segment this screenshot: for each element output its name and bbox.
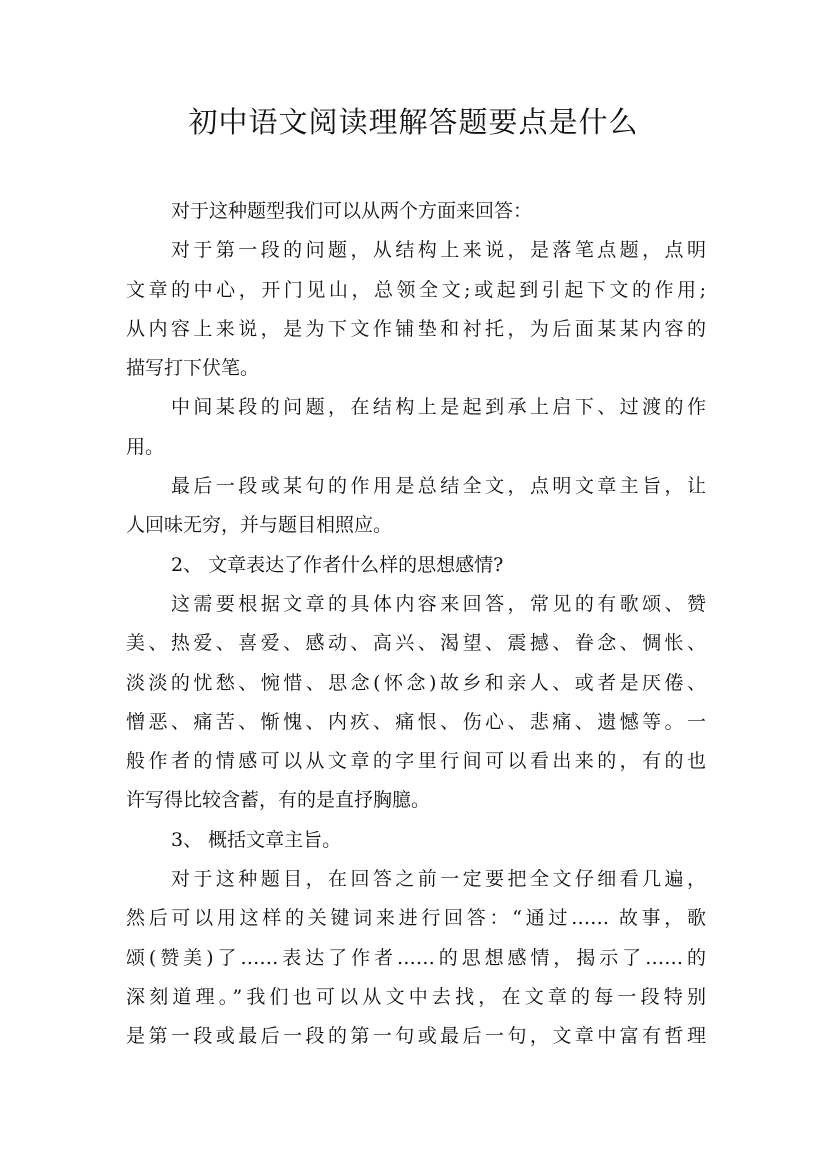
paragraph-line: 这需要根据文章的具体内容来回答，常见的有歌颂、赞 [171,592,706,615]
section-heading-2: 2、 文章表达了作者什么样的思想感情? [171,553,504,576]
paragraph-line: 对于这种题目，在回答之前一定要把全文仔细看几遍， [171,868,706,891]
paragraph-line: 从内容上来说，是为下文作铺垫和衬托，为后面某某内容的 [126,317,706,340]
paragraph-line: 颂(赞美)了……表达了作者……的思想感情，揭示了……的 [126,946,706,969]
paragraph-line: 人回味无穷，并与题目相照应。 [126,514,393,537]
paragraph-line: 憎恶、痛苦、惭愧、内疚、痛恨、伤心、悲痛、遗憾等。一 [126,710,706,733]
paragraph-line: 对于这种题型我们可以从两个方面来回答： [171,200,533,222]
paragraph-line: 然后可以用这样的关键词来进行回答：“通过…… 故事，歌 [126,907,706,930]
paragraph-line: 淡淡的忧愁、惋惜、思念(怀念)故乡和亲人、或者是厌倦、 [126,671,706,694]
document-body [126,192,706,1057]
section-heading-3: 3、 概括文章主旨。 [171,828,342,851]
paragraph-line: 对于第一段的问题，从结构上来说，是落笔点题，点明 [171,239,706,262]
document-title: 初中语文阅读理解答题要点是什么 [188,105,639,139]
paragraph-line: 用。 [126,435,165,458]
paragraph-line: 中间某段的问题，在结构上是起到承上启下、过渡的作 [171,396,706,419]
paragraph-line: 许写得比较含蓄，有的是直抒胸臆。 [126,789,431,812]
paragraph-line: 描写打下伏笔。 [126,357,260,380]
paragraph-line: 最后一段或某句的作用是总结全文，点明文章主旨，让 [171,475,706,498]
paragraph-line: 是第一段或最后一段的第一句或最后一句，文章中富有哲理 [126,1025,706,1048]
paragraph-line: 美、热爱、喜爱、感动、高兴、渴望、震撼、眷念、惆怅、 [126,632,706,655]
paragraph-line: 深刻道理。”我们也可以从文中去找，在文章的每一段特别 [126,985,706,1008]
paragraph-line: 文章的中心，开门见山，总领全文;或起到引起下文的作用; [126,278,706,301]
paragraph-line: 般作者的情感可以从文章的字里行间可以看出来的，有的也 [126,750,706,773]
